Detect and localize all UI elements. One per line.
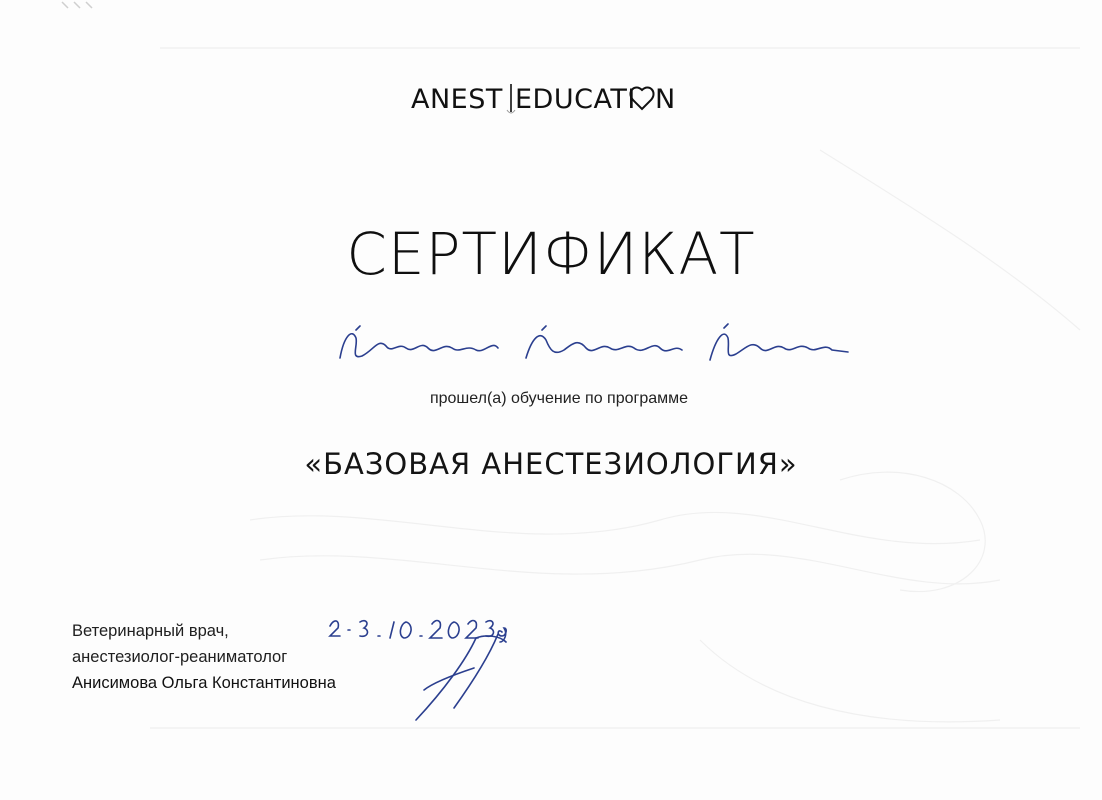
signer-name: Анисимова Ольга Константиновна	[72, 674, 336, 692]
corner-mark	[60, 0, 130, 10]
signer-block	[72, 618, 336, 696]
signer-role-line1: Ветеринарный врач,	[72, 622, 229, 640]
iv-drip-icon	[507, 84, 515, 113]
signer-signature	[410, 630, 520, 725]
logo-word-anest: ANEST	[411, 84, 503, 115]
signer-role-line2: анестезиолог-реаниматолог	[72, 648, 288, 666]
logo-letter-n: N	[655, 84, 676, 115]
program-name: «БАЗОВАЯ АНЕСТЕЗИОЛОГИЯ»	[304, 447, 798, 481]
certificate-title: СЕРТИФИКАТ	[346, 220, 756, 288]
brand-logo	[0, 76, 1102, 125]
anest-education-logo	[411, 76, 691, 120]
completed-program-text: прошел(а) обучение по программе	[429, 390, 689, 407]
recipient-handwritten-name	[326, 316, 866, 376]
logo-word-education: EDUCATI	[515, 84, 636, 115]
